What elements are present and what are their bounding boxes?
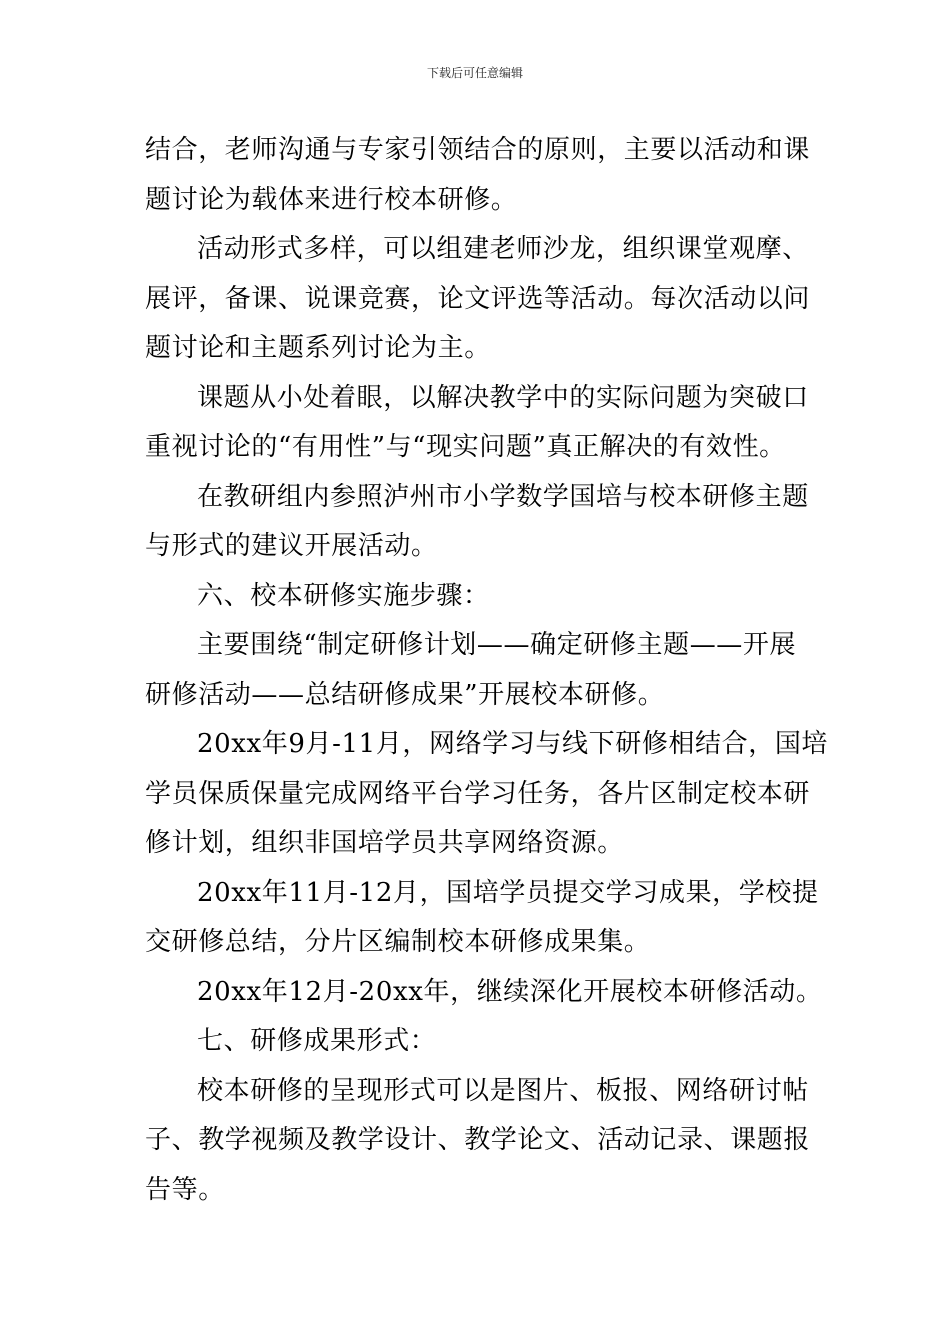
section-heading	[145, 1017, 807, 1067]
paragraph	[145, 720, 829, 869]
text-line: 活动形式多样，可以组建老师沙龙，组织课堂观摩、	[197, 234, 809, 264]
header-text: 下载后可任意编辑	[426, 66, 523, 80]
text-line: 20xx年9月-11月，网络学习与线下研修相结合，国培	[197, 729, 829, 759]
text-line: 课题从小处着眼，以解决教学中的实际问题为突破口	[197, 382, 809, 413]
paragraph	[145, 473, 807, 572]
paragraph	[145, 374, 807, 473]
paragraph	[145, 1067, 811, 1216]
text-line: 题讨论和主题系列讨论为主。	[145, 333, 491, 363]
text-line: 学员保质保量完成网络平台学习任务，各片区制定校本研	[145, 778, 811, 809]
text-line: 告等。	[145, 1174, 225, 1205]
text-line: 20xx年11月-12月，国培学员提交学习成果，学校提	[197, 877, 819, 908]
text-line: 与形式的建议开展活动。	[145, 531, 438, 561]
paragraph	[145, 968, 823, 1018]
paragraph	[145, 621, 807, 720]
text-line: 在教研组内参照泸州市小学数学国培与校本研修主题	[197, 481, 809, 512]
text-line: 主要围绕“制定研修计划——确定研修主题——开展	[197, 630, 797, 660]
text-line: 交研修总结，分片区编制校本研修成果集。	[145, 927, 651, 957]
text-line: 展评，备课、说课竞赛，论文评选等活动。每次活动以问	[145, 283, 811, 314]
text-line: 校本研修的呈现形式可以是图片、板报、网络研讨帖	[197, 1075, 809, 1106]
text-line: 六、校本研修实施步骤：	[197, 580, 490, 611]
page-header	[0, 66, 950, 80]
paragraph	[145, 869, 819, 968]
text-line: 子、教学视频及教学设计、教学论文、活动记录、课题报	[145, 1125, 811, 1155]
paragraph	[145, 126, 811, 225]
text-line: 重视讨论的“有用性”与“现实问题”真正解决的有效性。	[145, 432, 786, 462]
paragraph	[145, 225, 811, 374]
text-line: 结合，老师沟通与专家引领结合的原则，主要以活动和课	[145, 135, 811, 165]
text-line: 七、研修成果形式：	[197, 1026, 437, 1056]
section-heading	[145, 572, 807, 622]
text-line: 修计划，组织非国培学员共享网络资源。	[145, 828, 624, 858]
text-line: 研修活动——总结研修成果”开展校本研修。	[145, 679, 665, 710]
document-body	[145, 126, 829, 1215]
text-line: 20xx年12月-20xx年，继续深化开展校本研修活动。	[197, 976, 823, 1007]
text-line: 题讨论为载体来进行校本研修。	[145, 184, 518, 215]
